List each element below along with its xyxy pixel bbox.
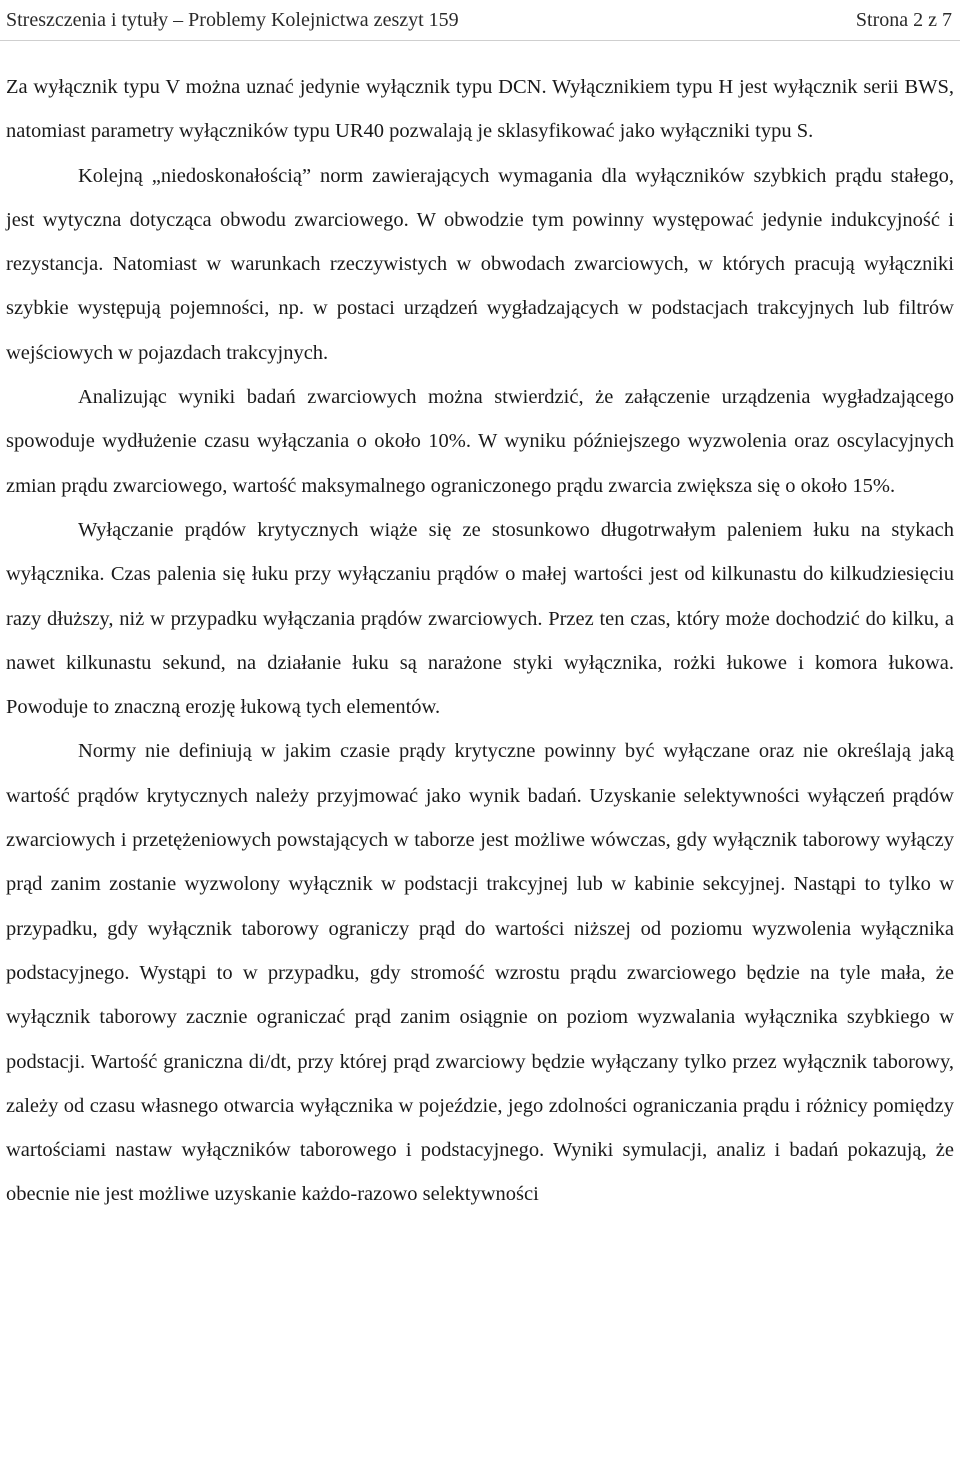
page-number: Strona 2 z 7 (855, 9, 952, 31)
paragraph: Wyłączanie prądów krytycznych wiąże się ze stosunkowo długotrwałym paleniem łuku na stykach wyłącznika. Czas palenia się łuku przy wyłączaniu prądów o małej wartości jest od kilkunastu do kilkudziesięciu razy dłuższy, niż w przypadku wyłączania prądów zwarciowych. Przez ten czas, który może dochodzić do kilku, a nawet kilkunastu sekund, na działanie łuku są narażone styki wyłącznika, rożki łukowe i komora łukowa. Powoduje to znaczną erozję łukową tych elementów. (6, 518, 954, 719)
document-body (6, 65, 954, 1217)
paragraph: Kolejną „niedoskonałością” norm zawierających wymagania dla wyłączników szybkich prądu stałego, jest wytyczna dotycząca obwodu zwarciowego. W obwodzie tym powinny występować jedynie indukcyjność i rezystancja. Natomiast w warunkach rzeczywistych w obwodach zwarciowych, w których pracują wyłączniki szybkie występują pojemności, np. w postaci urządzeń wygładzających w podstacjach trakcyjnych lub filtrów wejściowych w pojazdach trakcyjnych. (6, 164, 954, 364)
paragraph: Normy nie definiują w jakim czasie prądy krytyczne powinny być wyłączane oraz nie określają jaką wartość prądów krytycznych należy przyjmować jako wynik badań. Uzyskanie selektywności wyłączeń prądów zwarciowych i przetężeniowych powstających w taborze jest możliwe wówczas, gdy wyłącznik taborowy wyłączy prąd zanim zostanie wyzwolony wyłącznik w podstacji trakcyjnej lub w kabinie sekcyjnej. Nastąpi to tylko w przypadku, gdy wyłącznik taborowy ograniczy prąd do wartości niższej od poziomu wyzwolenia wyłącznika podstacyjnego. Wystąpi to w przypadku, gdy stromość wzrostu prądu zwarciowego będzie na tyle mała, że wyłącznik taborowy zacznie ograniczać prąd zanim osiągnie on poziom wyzwalania wyłącznika szybkiego w podstacji. Wartość graniczna di/dt, przy której prąd zwarciowy będzie wyłączany tylko przez wyłącznik taborowy, zależy od czasu własnego otwarcia wyłącznika w pojeździe, jego zdolności ograniczania prądu i różnicy pomiędzy wartościami nastaw wyłączników taborowego i podstacyjnego. Wyniki symulacji, analiz i badań pokazują, że obecnie nie jest możliwe uzyskanie każdo-razowo selektywności (6, 740, 954, 1206)
paragraph: Analizując wyniki badań zwarciowych można stwierdzić, że załączenie urządzenia wygładzającego spowoduje wydłużenie czasu wyłączania o około 10%. W wyniku późniejszego wyzwolenia oraz oscylacyjnych zmian prądu zwarciowego, wartość maksymalnego ograniczonego prądu zwarcia zwiększa się o około 15%. (6, 386, 954, 497)
page-header (0, 0, 960, 41)
paragraph: Za wyłącznik typu V można uznać jedynie wyłącznik typu DCN. Wyłącznikiem typu H jest wyłącznik serii BWS, natomiast parametry wyłączników typu UR40 pozwalają je sklasyfikować jako wyłączniki typu S. (6, 76, 954, 143)
document-title: Streszczenia i tytuły – Problemy Kolejnictwa zeszyt 159 (6, 9, 459, 31)
